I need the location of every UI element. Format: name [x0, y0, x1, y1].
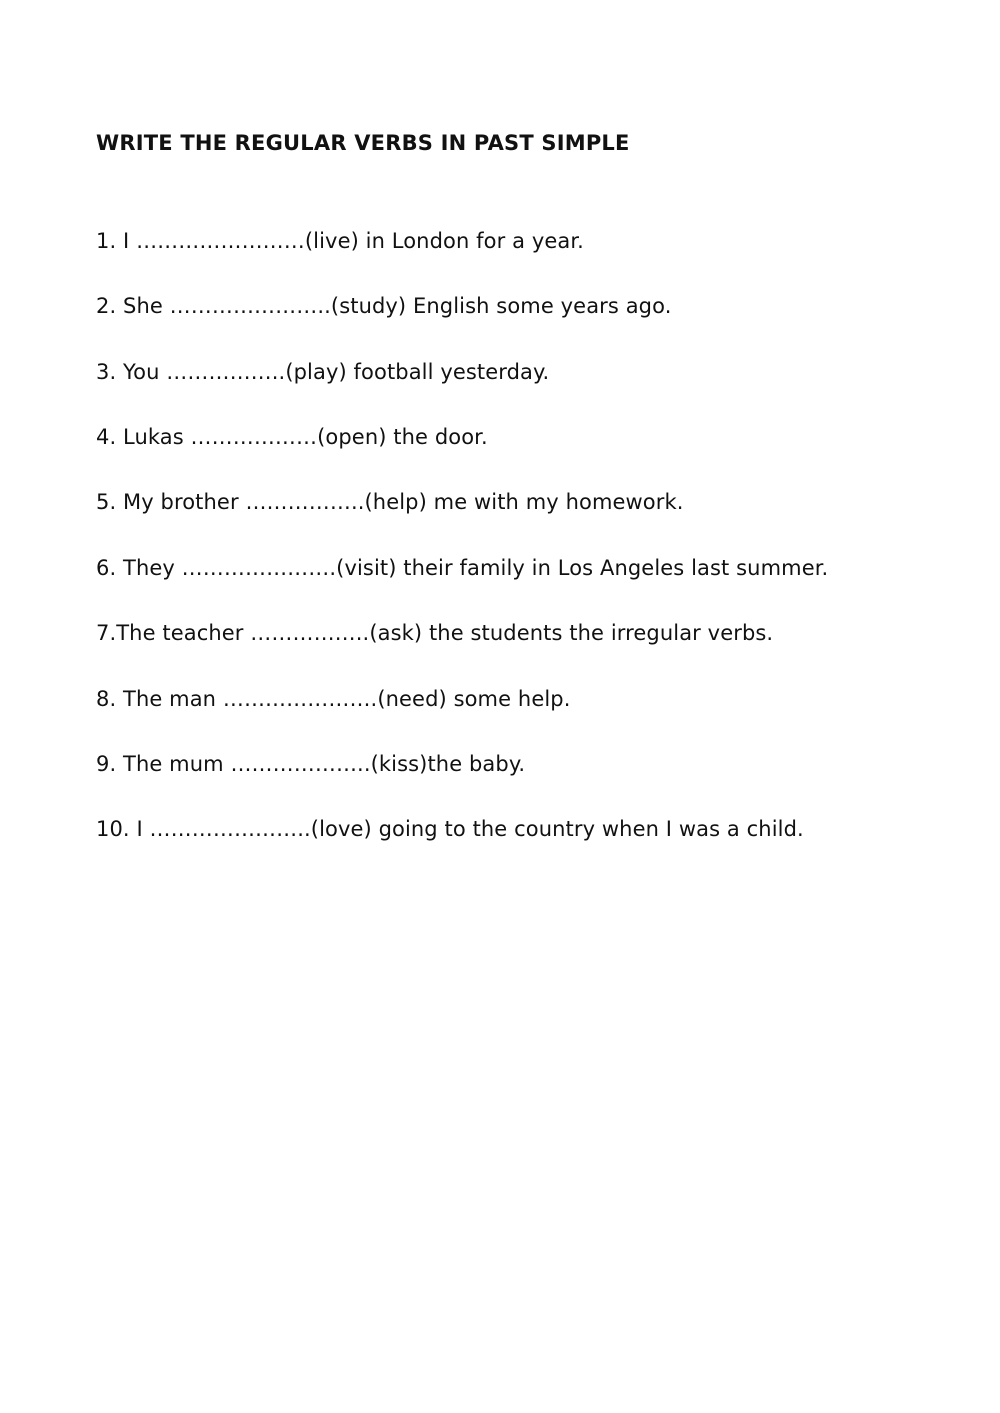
exercise-item-10: 10. I …………………..(love) going to the country when I was a child. [96, 817, 804, 841]
exercise-item-7: 7.The teacher ……………..(ask) the students the irregular verbs. [96, 621, 774, 645]
exercise-item-6: 6. They ………………….(visit) their family in Los Angeles last summer. [96, 556, 829, 580]
exercise-item-2: 2. She …………………..(study) English some years ago. [96, 294, 672, 318]
exercise-item-4: 4. Lukas ………………(open) the door. [96, 425, 488, 449]
worksheet-title: WRITE THE REGULAR VERBS IN PAST SIMPLE [96, 131, 630, 155]
exercise-item-8: 8. The man ………………….(need) some help. [96, 687, 571, 711]
exercise-item-5: 5. My brother ……………..(help) me with my homework. [96, 490, 684, 514]
exercise-item-3: 3. You ……………..(play) football yesterday. [96, 360, 550, 384]
exercise-item-1: 1. I ……………………(live) in London for a year. [96, 229, 584, 253]
exercise-item-9: 9. The mum ………………..(kiss)the baby. [96, 752, 526, 776]
